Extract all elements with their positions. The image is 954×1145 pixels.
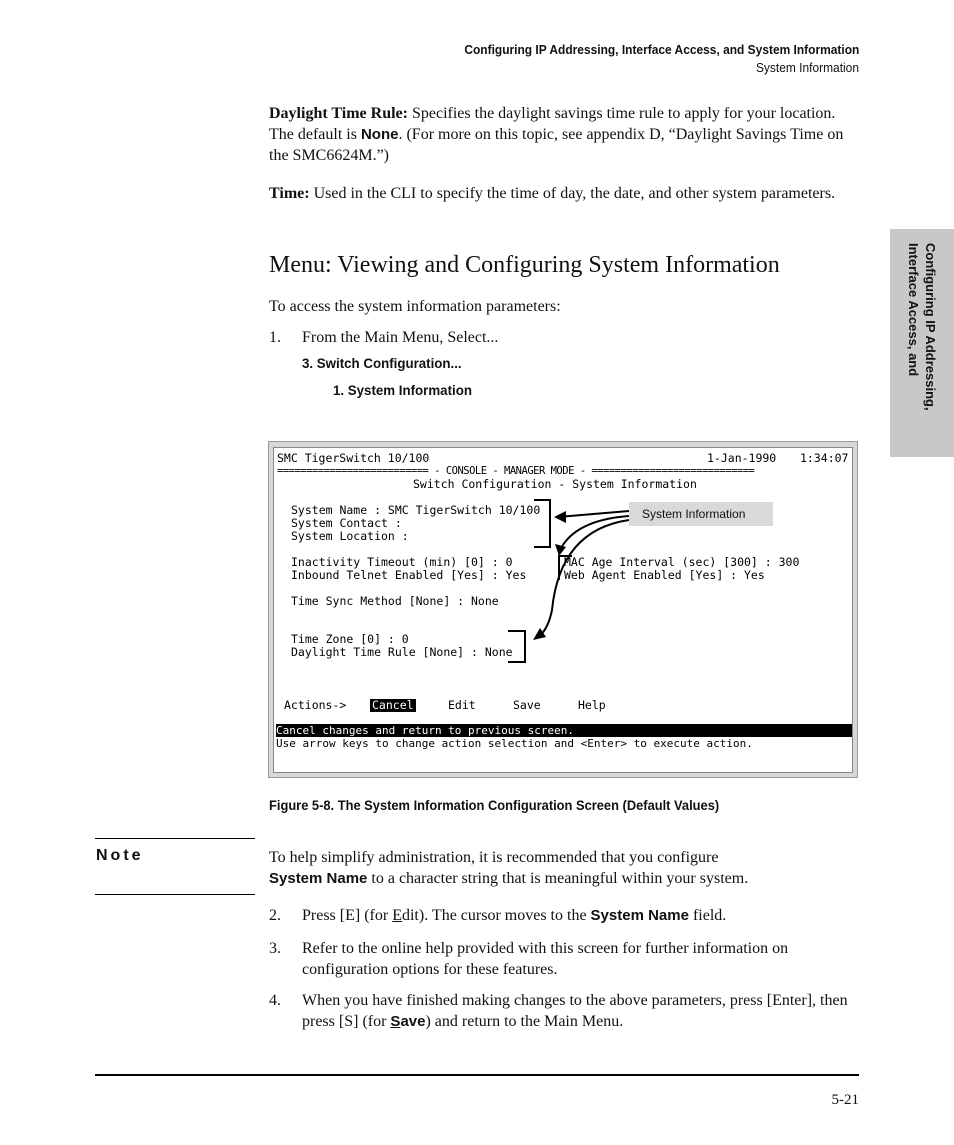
note-text: [269, 847, 859, 889]
system-name-field[interactable]: System Name : SMC TigerSwitch 10/100: [291, 503, 541, 517]
step-number: 3.: [269, 940, 281, 957]
menu-path-system-information: 1. System Information: [333, 382, 472, 398]
step-2-text-a: Press [E] (for: [302, 907, 393, 924]
step-2: [269, 905, 859, 926]
note-text-part2: to a character string that is meaningful within your system.: [367, 870, 749, 887]
edit-action[interactable]: Edit: [448, 698, 476, 712]
daylight-rule-text: Specifies the daylight savings time rule to apply for your location. The default is: [269, 105, 836, 143]
save-action[interactable]: Save: [513, 698, 541, 712]
actions-label: Actions->: [284, 698, 347, 712]
status-line-1: Cancel changes and return to previous screen.: [276, 724, 852, 737]
figure-caption: Figure 5-8. The System Information Configuration Screen (Default Values): [269, 797, 720, 813]
time-zone-field[interactable]: Time Zone [0] : 0: [291, 632, 409, 646]
running-header-subtitle: System Information: [755, 60, 859, 75]
step-text: From the Main Menu, Select...: [302, 329, 499, 346]
screen-time: 1:34:07: [800, 451, 849, 465]
inbound-telnet-field[interactable]: Inbound Telnet Enabled [Yes] : Yes: [291, 568, 527, 582]
system-name-keyword: System Name: [269, 870, 368, 887]
step-2-text-b: dit). The cursor moves to the: [401, 907, 591, 924]
menu-path-switch-configuration: 3. Switch Configuration...: [302, 355, 462, 371]
cancel-action[interactable]: Cancel: [372, 698, 414, 712]
time-term: Time:: [269, 185, 310, 202]
screen-subtitle: Switch Configuration - System Information: [413, 477, 697, 491]
status-line-2: Use arrow keys to change action selection and <Enter> to execute action.: [276, 737, 753, 750]
system-contact-field[interactable]: System Contact :: [291, 516, 402, 530]
step-text: [302, 990, 859, 1032]
footer-rule: [95, 1074, 859, 1076]
web-agent-field[interactable]: Web Agent Enabled [Yes] : Yes: [564, 568, 765, 582]
daylight-rule-text-cont: . (For more on this topic, see appendix D, “Daylight Savings Time on the SMC6624M.”): [269, 126, 844, 164]
help-action[interactable]: Help: [578, 698, 606, 712]
step-4-text-c: ) and return to the Main Menu.: [425, 1013, 624, 1030]
daylight-rule-term: Daylight Time Rule:: [269, 105, 408, 122]
step-2-text-c: field.: [688, 907, 727, 924]
note-text-part1: To help simplify administration, it is recommended that you configure: [269, 849, 719, 866]
step-text: Refer to the online help provided with this screen for further information on configuration options for these features.: [302, 940, 789, 978]
daylight-rule-field[interactable]: Daylight Time Rule [None] : None: [291, 645, 513, 659]
save-keyword: ave: [400, 1013, 426, 1030]
step-text: [302, 905, 859, 926]
step-number: 1.: [269, 329, 281, 346]
time-text: Used in the CLI to specify the time of day, the date, and other system parameters.: [309, 185, 836, 202]
step-number: 4.: [269, 992, 281, 1009]
page-number: 5-21: [831, 1092, 859, 1108]
running-header-title: Configuring IP Addressing, Interface Access, and System Information: [464, 42, 859, 57]
default-value-keyword: None: [360, 126, 399, 143]
system-information-callout: System Information: [629, 502, 773, 526]
system-location-field[interactable]: System Location :: [291, 529, 409, 543]
step-3: [269, 938, 859, 980]
intro-text: To access the system information parameters:: [269, 298, 561, 315]
note-rule-top: [95, 838, 255, 839]
screen-date: 1-Jan-1990: [707, 451, 777, 465]
note-rule-bottom: [95, 894, 255, 895]
edit-hotkey: E: [392, 907, 402, 924]
step-number: 2.: [269, 907, 281, 924]
side-tab-label: Configuring IP Addressing, Interface Access, and: [906, 243, 938, 411]
step-4-text-a: When you have finished making changes to the above parameters, press [Enter], then press [S] (for: [302, 992, 848, 1030]
screen-title: SMC TigerSwitch 10/100: [277, 451, 430, 465]
mac-age-field[interactable]: MAC Age Interval (sec) [300] : 300: [564, 555, 800, 569]
time-sync-field[interactable]: Time Sync Method [None] : None: [291, 594, 499, 608]
inactivity-timeout-field[interactable]: Inactivity Timeout (min) [0] : 0: [291, 555, 513, 569]
section-heading: Menu: Viewing and Configuring System Information: [269, 252, 780, 278]
save-hotkey: S: [390, 1013, 401, 1030]
note-label: Note: [96, 847, 144, 864]
screen-banner: ========================== - CONSOLE - MANAGER MODE - ============================: [277, 465, 755, 477]
step-4: [269, 990, 859, 1032]
system-name-keyword: System Name: [590, 907, 689, 924]
